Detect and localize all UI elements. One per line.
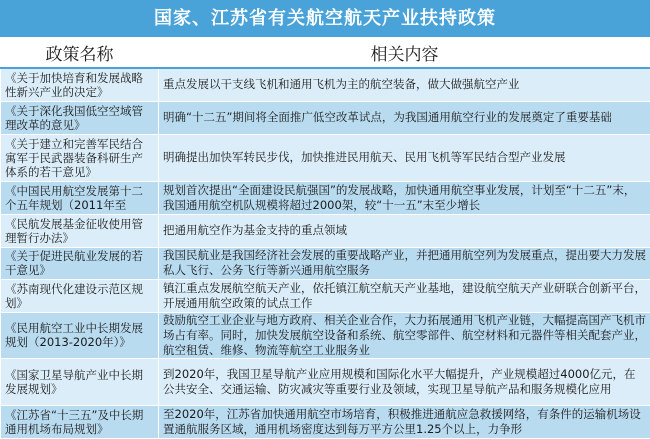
policy-name: 《中国民用航空发展第十二个五年规划（2011年至 [1,181,159,214]
policy-content: 明确提出加快军转民步伐，加快推进民用航天、民用飞机等军民结合型产业发展 [159,134,650,181]
column-header-content: 相关内容 [159,38,650,69]
policy-name: 《江苏省“十三五”及中长期通用机场布局规划》 [1,405,159,438]
policy-name: 《关于加快培育和发展战略性新兴产业的决定》 [1,68,159,101]
policy-name: 《民用航空工业中长期发展规划（2013-2020年）》 [1,312,159,358]
policy-content: 到2020年，我国卫星导航产业应用规模和国际化水平大幅提升，产业规模超过4000亿元，在公共安全、交通运输、防灾减灾等重要行业及领域，实现卫星导航产品和服务规模化应用 [159,358,650,405]
table-row [1,279,650,312]
policy-content: 明确“十二五”期间将全面推广低空改革试点，为我国通用航空行业的发展奠定了重要基础 [159,101,650,134]
policy-name: 《苏南现代化建设示范区规划》 [1,279,159,312]
policy-table [0,37,650,439]
policy-name: 《关于促进民航业发展的若干意见》 [1,247,159,279]
table-row [1,214,650,247]
policy-content: 鼓励航空工业企业与地方政府、相关企业合作，大力拓展通用飞机产业链，大幅提高国产飞机市场占有率。同时，加快发展航空设备和系统、航空零部件、航空材料和元器件等相关配套产业，航空租赁、维修、物流等航空工业服务业 [159,312,650,358]
policy-content: 至2020年，江苏省加快通用航空市场培育，积极推进通航应急救援网络，有条件的运输机场设置通航服务区域，通用机场密度达到每万平方公里1.25个以上，力争形 [159,405,650,438]
table-row [1,68,650,101]
policy-content: 重点发展以干支线飞机和通用飞机为主的航空装备，做大做强航空产业 [159,68,650,101]
table-row [1,181,650,214]
table-row [1,134,650,181]
table-row [1,312,650,358]
table-row [1,101,650,134]
page-title: 国家、江苏省有关航空航天产业扶持政策 [0,0,650,37]
policy-name: 《关于建立和完善军民结合寓军于民武器装备科研生产体系的若干意见》 [1,134,159,181]
table-row [1,247,650,279]
policy-content: 规划首次提出“全面建设民航强国”的发展战略，加快通用航空事业发展，计划至“十二五”末，我国通用航空机队规模将超过2000架，较“十一五”末至少增长 [159,181,650,214]
column-header-name: 政策名称 [1,38,159,69]
table-header-row [1,38,650,69]
policy-name: 《国家卫星导航产业中长期发展规划》 [1,358,159,405]
policy-content: 我国民航业是我国经济社会发展的重要战略产业，并把通用航空列为发展重点，提出要大力发展私人飞行、公务飞行等新兴通用航空服务 [159,247,650,279]
policy-content: 镇江重点发展航空航天产业，依托镇江航空航天产业基地，建设航空航天产业研联合创新平台，开展通用航空政策的试点工作 [159,279,650,312]
policy-name: 《民航发展基金征收使用管理暂行办法》 [1,214,159,247]
table-row [1,405,650,438]
policy-content: 把通用航空作为基金支持的重点领域 [159,214,650,247]
policy-name: 《关于深化我国低空空域管理改革的意见》 [1,101,159,134]
table-row [1,358,650,405]
